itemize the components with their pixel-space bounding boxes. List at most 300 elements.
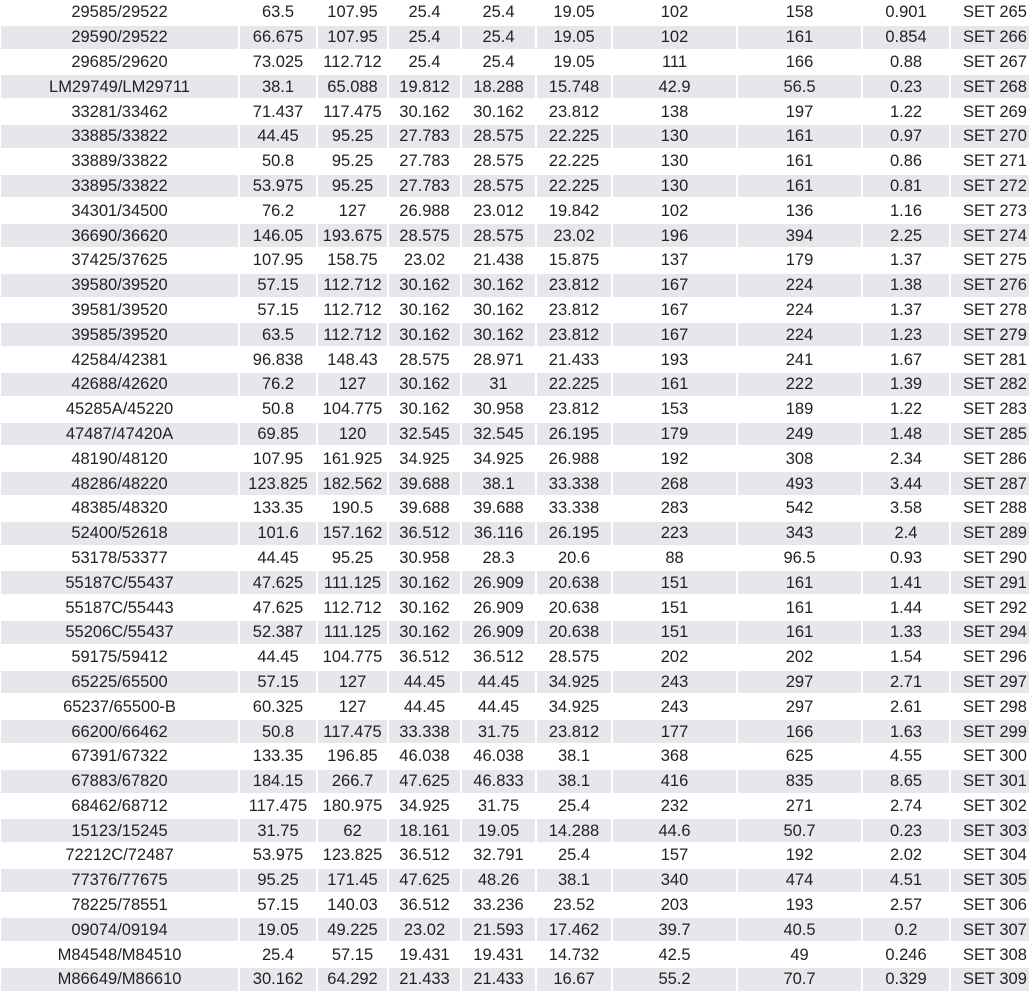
weight-cell: 0.81 — [863, 175, 949, 198]
width-cell: 32.545 — [389, 423, 460, 446]
bore-diameter-cell: 71.437 — [240, 100, 316, 123]
cone-width-cell: 44.45 — [462, 695, 535, 718]
weight-cell: 0.23 — [863, 75, 949, 98]
weight-cell: 1.41 — [863, 571, 949, 594]
static-load-cell: 625 — [738, 745, 861, 768]
width-cell: 47.625 — [389, 869, 460, 892]
table-row — [1, 1, 1029, 24]
static-load-cell: 297 — [738, 671, 861, 694]
width-cell: 21.433 — [389, 968, 460, 991]
cup-width-cell: 15.875 — [537, 249, 611, 272]
outer-diameter-cell: 157.162 — [318, 522, 387, 545]
cup-width-cell: 26.195 — [537, 522, 611, 545]
width-cell: 30.162 — [389, 299, 460, 322]
table-row — [1, 125, 1029, 148]
set-number-cell: SET 289 — [951, 522, 1029, 545]
table-row — [1, 621, 1029, 644]
cone-width-cell: 30.958 — [462, 398, 535, 421]
cone-width-cell: 28.3 — [462, 547, 535, 570]
outer-diameter-cell: 107.95 — [318, 26, 387, 49]
static-load-cell: 136 — [738, 199, 861, 222]
width-cell: 26.988 — [389, 199, 460, 222]
width-cell: 30.162 — [389, 571, 460, 594]
static-load-cell: 166 — [738, 51, 861, 74]
outer-diameter-cell: 171.45 — [318, 869, 387, 892]
dynamic-load-cell: 151 — [613, 621, 736, 644]
width-cell: 30.162 — [389, 596, 460, 619]
weight-cell: 2.02 — [863, 844, 949, 867]
weight-cell: 0.2 — [863, 918, 949, 941]
dynamic-load-cell: 88 — [613, 547, 736, 570]
set-number-cell: SET 271 — [951, 150, 1029, 173]
dynamic-load-cell: 130 — [613, 125, 736, 148]
part-number-cell: M86649/M86610 — [1, 968, 238, 991]
part-number-cell: 47487/47420A — [1, 423, 238, 446]
bore-diameter-cell: 38.1 — [240, 75, 316, 98]
bore-diameter-cell: 57.15 — [240, 894, 316, 917]
static-load-cell: 161 — [738, 150, 861, 173]
cone-width-cell: 25.4 — [462, 51, 535, 74]
set-number-cell: SET 283 — [951, 398, 1029, 421]
part-number-cell: 37425/37625 — [1, 249, 238, 272]
dynamic-load-cell: 192 — [613, 447, 736, 470]
weight-cell: 0.97 — [863, 125, 949, 148]
set-number-cell: SET 273 — [951, 199, 1029, 222]
static-load-cell: 50.7 — [738, 819, 861, 842]
cup-width-cell: 26.988 — [537, 447, 611, 470]
bore-diameter-cell: 184.15 — [240, 770, 316, 793]
bore-diameter-cell: 69.85 — [240, 423, 316, 446]
set-number-cell: SET 278 — [951, 299, 1029, 322]
cone-width-cell: 30.162 — [462, 100, 535, 123]
set-number-cell: SET 299 — [951, 720, 1029, 743]
cone-width-cell: 26.909 — [462, 596, 535, 619]
set-number-cell: SET 265 — [951, 1, 1029, 24]
outer-diameter-cell: 111.125 — [318, 621, 387, 644]
width-cell: 28.575 — [389, 224, 460, 247]
set-number-cell: SET 306 — [951, 894, 1029, 917]
table-row — [1, 75, 1029, 98]
cup-width-cell: 33.338 — [537, 497, 611, 520]
weight-cell: 1.54 — [863, 646, 949, 669]
static-load-cell: 40.5 — [738, 918, 861, 941]
cone-width-cell: 23.012 — [462, 199, 535, 222]
width-cell: 30.162 — [389, 274, 460, 297]
width-cell: 25.4 — [389, 51, 460, 74]
bore-diameter-cell: 63.5 — [240, 1, 316, 24]
part-number-cell: M84548/M84510 — [1, 943, 238, 966]
static-load-cell: 189 — [738, 398, 861, 421]
outer-diameter-cell: 49.225 — [318, 918, 387, 941]
set-number-cell: SET 290 — [951, 547, 1029, 570]
set-number-cell: SET 298 — [951, 695, 1029, 718]
dynamic-load-cell: 202 — [613, 646, 736, 669]
bore-diameter-cell: 133.35 — [240, 497, 316, 520]
set-number-cell: SET 291 — [951, 571, 1029, 594]
outer-diameter-cell: 64.292 — [318, 968, 387, 991]
outer-diameter-cell: 95.25 — [318, 547, 387, 570]
weight-cell: 8.65 — [863, 770, 949, 793]
bore-diameter-cell: 44.45 — [240, 547, 316, 570]
part-number-cell: 29685/29620 — [1, 51, 238, 74]
weight-cell: 0.86 — [863, 150, 949, 173]
set-number-cell: SET 270 — [951, 125, 1029, 148]
table-row — [1, 26, 1029, 49]
dynamic-load-cell: 179 — [613, 423, 736, 446]
cup-width-cell: 19.05 — [537, 51, 611, 74]
dynamic-load-cell: 193 — [613, 348, 736, 371]
cup-width-cell: 23.812 — [537, 274, 611, 297]
table-row — [1, 770, 1029, 793]
part-number-cell: 42584/42381 — [1, 348, 238, 371]
dynamic-load-cell: 283 — [613, 497, 736, 520]
static-load-cell: 70.7 — [738, 968, 861, 991]
table-row — [1, 447, 1029, 470]
table-row — [1, 918, 1029, 941]
cup-width-cell: 20.638 — [537, 571, 611, 594]
width-cell: 23.02 — [389, 249, 460, 272]
part-number-cell: 29590/29522 — [1, 26, 238, 49]
set-number-cell: SET 305 — [951, 869, 1029, 892]
set-number-cell: SET 292 — [951, 596, 1029, 619]
bore-diameter-cell: 31.75 — [240, 819, 316, 842]
part-number-cell: 33895/33822 — [1, 175, 238, 198]
dynamic-load-cell: 223 — [613, 522, 736, 545]
weight-cell: 1.38 — [863, 274, 949, 297]
static-load-cell: 308 — [738, 447, 861, 470]
set-number-cell: SET 300 — [951, 745, 1029, 768]
cup-width-cell: 15.748 — [537, 75, 611, 98]
weight-cell: 2.34 — [863, 447, 949, 470]
dynamic-load-cell: 42.5 — [613, 943, 736, 966]
set-number-cell: SET 309 — [951, 968, 1029, 991]
dynamic-load-cell: 42.9 — [613, 75, 736, 98]
cone-width-cell: 19.05 — [462, 819, 535, 842]
set-number-cell: SET 279 — [951, 323, 1029, 346]
dynamic-load-cell: 157 — [613, 844, 736, 867]
cone-width-cell: 38.1 — [462, 472, 535, 495]
outer-diameter-cell: 112.712 — [318, 51, 387, 74]
part-number-cell: 55206C/55437 — [1, 621, 238, 644]
part-number-cell: 29585/29522 — [1, 1, 238, 24]
table-row — [1, 249, 1029, 272]
part-number-cell: 65237/65500-B — [1, 695, 238, 718]
weight-cell: 0.901 — [863, 1, 949, 24]
weight-cell: 4.55 — [863, 745, 949, 768]
cup-width-cell: 23.812 — [537, 720, 611, 743]
weight-cell: 2.57 — [863, 894, 949, 917]
set-number-cell: SET 272 — [951, 175, 1029, 198]
table-row — [1, 894, 1029, 917]
table-row — [1, 373, 1029, 396]
table-row — [1, 175, 1029, 198]
cone-width-cell: 31.75 — [462, 720, 535, 743]
table-row — [1, 199, 1029, 222]
weight-cell: 1.44 — [863, 596, 949, 619]
cup-width-cell: 23.52 — [537, 894, 611, 917]
cup-width-cell: 16.67 — [537, 968, 611, 991]
width-cell: 30.162 — [389, 323, 460, 346]
table-row — [1, 299, 1029, 322]
table-row — [1, 671, 1029, 694]
dynamic-load-cell: 111 — [613, 51, 736, 74]
width-cell: 23.02 — [389, 918, 460, 941]
table-row — [1, 695, 1029, 718]
width-cell: 36.512 — [389, 844, 460, 867]
cup-width-cell: 19.05 — [537, 26, 611, 49]
outer-diameter-cell: 140.03 — [318, 894, 387, 917]
cup-width-cell: 38.1 — [537, 745, 611, 768]
outer-diameter-cell: 107.95 — [318, 1, 387, 24]
table-row — [1, 720, 1029, 743]
cup-width-cell: 22.225 — [537, 150, 611, 173]
width-cell: 33.338 — [389, 720, 460, 743]
part-number-cell: 52400/52618 — [1, 522, 238, 545]
part-number-cell: 65225/65500 — [1, 671, 238, 694]
weight-cell: 1.22 — [863, 398, 949, 421]
cup-width-cell: 20.638 — [537, 596, 611, 619]
static-load-cell: 179 — [738, 249, 861, 272]
static-load-cell: 474 — [738, 869, 861, 892]
cone-width-cell: 28.575 — [462, 125, 535, 148]
table-row — [1, 472, 1029, 495]
bore-diameter-cell: 76.2 — [240, 373, 316, 396]
part-number-cell: 55187C/55437 — [1, 571, 238, 594]
dynamic-load-cell: 196 — [613, 224, 736, 247]
cone-width-cell: 28.575 — [462, 224, 535, 247]
cone-width-cell: 32.545 — [462, 423, 535, 446]
outer-diameter-cell: 104.775 — [318, 398, 387, 421]
bore-diameter-cell: 73.025 — [240, 51, 316, 74]
bore-diameter-cell: 25.4 — [240, 943, 316, 966]
bore-diameter-cell: 96.838 — [240, 348, 316, 371]
cone-width-cell: 48.26 — [462, 869, 535, 892]
width-cell: 19.431 — [389, 943, 460, 966]
bore-diameter-cell: 57.15 — [240, 274, 316, 297]
table-row — [1, 943, 1029, 966]
outer-diameter-cell: 104.775 — [318, 646, 387, 669]
dynamic-load-cell: 102 — [613, 26, 736, 49]
static-load-cell: 193 — [738, 894, 861, 917]
part-number-cell: 36690/36620 — [1, 224, 238, 247]
static-load-cell: 224 — [738, 299, 861, 322]
static-load-cell: 161 — [738, 175, 861, 198]
part-number-cell: 45285A/45220 — [1, 398, 238, 421]
cone-width-cell: 46.833 — [462, 770, 535, 793]
bore-diameter-cell: 30.162 — [240, 968, 316, 991]
bore-diameter-cell: 19.05 — [240, 918, 316, 941]
set-number-cell: SET 282 — [951, 373, 1029, 396]
bore-diameter-cell: 50.8 — [240, 150, 316, 173]
cup-width-cell: 23.812 — [537, 299, 611, 322]
cone-width-cell: 21.438 — [462, 249, 535, 272]
static-load-cell: 161 — [738, 621, 861, 644]
outer-diameter-cell: 127 — [318, 199, 387, 222]
table-row — [1, 547, 1029, 570]
dynamic-load-cell: 138 — [613, 100, 736, 123]
cup-width-cell: 28.575 — [537, 646, 611, 669]
dynamic-load-cell: 39.7 — [613, 918, 736, 941]
set-number-cell: SET 269 — [951, 100, 1029, 123]
cup-width-cell: 17.462 — [537, 918, 611, 941]
outer-diameter-cell: 111.125 — [318, 571, 387, 594]
width-cell: 30.162 — [389, 621, 460, 644]
weight-cell: 3.44 — [863, 472, 949, 495]
static-load-cell: 835 — [738, 770, 861, 793]
weight-cell: 1.39 — [863, 373, 949, 396]
width-cell: 36.512 — [389, 894, 460, 917]
width-cell: 30.162 — [389, 398, 460, 421]
outer-diameter-cell: 112.712 — [318, 596, 387, 619]
cup-width-cell: 26.195 — [537, 423, 611, 446]
static-load-cell: 166 — [738, 720, 861, 743]
cup-width-cell: 22.225 — [537, 125, 611, 148]
table-row — [1, 844, 1029, 867]
static-load-cell: 161 — [738, 596, 861, 619]
set-number-cell: SET 297 — [951, 671, 1029, 694]
cone-width-cell: 33.236 — [462, 894, 535, 917]
bore-diameter-cell: 123.825 — [240, 472, 316, 495]
outer-diameter-cell: 190.5 — [318, 497, 387, 520]
outer-diameter-cell: 180.975 — [318, 795, 387, 818]
static-load-cell: 224 — [738, 274, 861, 297]
table-row — [1, 819, 1029, 842]
set-number-cell: SET 288 — [951, 497, 1029, 520]
width-cell: 28.575 — [389, 348, 460, 371]
cone-width-cell: 18.288 — [462, 75, 535, 98]
static-load-cell: 202 — [738, 646, 861, 669]
weight-cell: 1.23 — [863, 323, 949, 346]
dynamic-load-cell: 130 — [613, 175, 736, 198]
dynamic-load-cell: 153 — [613, 398, 736, 421]
dynamic-load-cell: 167 — [613, 299, 736, 322]
weight-cell: 1.67 — [863, 348, 949, 371]
bore-diameter-cell: 53.975 — [240, 844, 316, 867]
part-number-cell: 48190/48120 — [1, 447, 238, 470]
width-cell: 44.45 — [389, 695, 460, 718]
cup-width-cell: 23.812 — [537, 100, 611, 123]
cone-width-cell: 28.575 — [462, 150, 535, 173]
dynamic-load-cell: 232 — [613, 795, 736, 818]
bore-diameter-cell: 50.8 — [240, 398, 316, 421]
part-number-cell: 33889/33822 — [1, 150, 238, 173]
cup-width-cell: 22.225 — [537, 175, 611, 198]
table-row — [1, 224, 1029, 247]
weight-cell: 2.25 — [863, 224, 949, 247]
weight-cell: 0.23 — [863, 819, 949, 842]
cone-width-cell: 36.512 — [462, 646, 535, 669]
bore-diameter-cell: 101.6 — [240, 522, 316, 545]
table-body — [1, 1, 1029, 991]
weight-cell: 1.48 — [863, 423, 949, 446]
static-load-cell: 271 — [738, 795, 861, 818]
width-cell: 47.625 — [389, 770, 460, 793]
bore-diameter-cell: 60.325 — [240, 695, 316, 718]
part-number-cell: 68462/68712 — [1, 795, 238, 818]
static-load-cell: 493 — [738, 472, 861, 495]
set-number-cell: SET 307 — [951, 918, 1029, 941]
outer-diameter-cell: 193.675 — [318, 224, 387, 247]
static-load-cell: 49 — [738, 943, 861, 966]
width-cell: 30.162 — [389, 100, 460, 123]
static-load-cell: 343 — [738, 522, 861, 545]
set-number-cell: SET 294 — [951, 621, 1029, 644]
part-number-cell: 77376/77675 — [1, 869, 238, 892]
cup-width-cell: 33.338 — [537, 472, 611, 495]
cup-width-cell: 19.05 — [537, 1, 611, 24]
cone-width-cell: 28.971 — [462, 348, 535, 371]
weight-cell: 2.61 — [863, 695, 949, 718]
cone-width-cell: 25.4 — [462, 1, 535, 24]
cup-width-cell: 22.225 — [537, 373, 611, 396]
cone-width-cell: 32.791 — [462, 844, 535, 867]
dynamic-load-cell: 151 — [613, 596, 736, 619]
cone-width-cell: 31.75 — [462, 795, 535, 818]
table-row — [1, 348, 1029, 371]
width-cell: 18.161 — [389, 819, 460, 842]
cup-width-cell: 34.925 — [537, 695, 611, 718]
width-cell: 39.688 — [389, 497, 460, 520]
bore-diameter-cell: 57.15 — [240, 671, 316, 694]
cone-width-cell: 30.162 — [462, 323, 535, 346]
static-load-cell: 197 — [738, 100, 861, 123]
cup-width-cell: 25.4 — [537, 844, 611, 867]
static-load-cell: 56.5 — [738, 75, 861, 98]
bore-diameter-cell: 117.475 — [240, 795, 316, 818]
dynamic-load-cell: 243 — [613, 671, 736, 694]
cup-width-cell: 23.02 — [537, 224, 611, 247]
bore-diameter-cell: 76.2 — [240, 199, 316, 222]
static-load-cell: 297 — [738, 695, 861, 718]
set-number-cell: SET 308 — [951, 943, 1029, 966]
width-cell: 19.812 — [389, 75, 460, 98]
part-number-cell: 48286/48220 — [1, 472, 238, 495]
width-cell: 25.4 — [389, 1, 460, 24]
width-cell: 30.162 — [389, 373, 460, 396]
weight-cell: 4.51 — [863, 869, 949, 892]
static-load-cell: 96.5 — [738, 547, 861, 570]
width-cell: 36.512 — [389, 522, 460, 545]
cone-width-cell: 36.116 — [462, 522, 535, 545]
weight-cell: 2.74 — [863, 795, 949, 818]
outer-diameter-cell: 112.712 — [318, 299, 387, 322]
cup-width-cell: 23.812 — [537, 398, 611, 421]
width-cell: 36.512 — [389, 646, 460, 669]
static-load-cell: 394 — [738, 224, 861, 247]
dynamic-load-cell: 368 — [613, 745, 736, 768]
cone-width-cell: 21.593 — [462, 918, 535, 941]
weight-cell: 1.33 — [863, 621, 949, 644]
outer-diameter-cell: 65.088 — [318, 75, 387, 98]
set-number-cell: SET 285 — [951, 423, 1029, 446]
dynamic-load-cell: 340 — [613, 869, 736, 892]
static-load-cell: 241 — [738, 348, 861, 371]
part-number-cell: 72212C/72487 — [1, 844, 238, 867]
cone-width-cell: 44.45 — [462, 671, 535, 694]
cone-width-cell: 28.575 — [462, 175, 535, 198]
outer-diameter-cell: 127 — [318, 671, 387, 694]
width-cell: 34.925 — [389, 795, 460, 818]
table-row — [1, 596, 1029, 619]
cone-width-cell: 31 — [462, 373, 535, 396]
bore-diameter-cell: 47.625 — [240, 571, 316, 594]
bore-diameter-cell: 53.975 — [240, 175, 316, 198]
table-row — [1, 497, 1029, 520]
weight-cell: 0.88 — [863, 51, 949, 74]
set-number-cell: SET 266 — [951, 26, 1029, 49]
outer-diameter-cell: 266.7 — [318, 770, 387, 793]
dynamic-load-cell: 167 — [613, 274, 736, 297]
